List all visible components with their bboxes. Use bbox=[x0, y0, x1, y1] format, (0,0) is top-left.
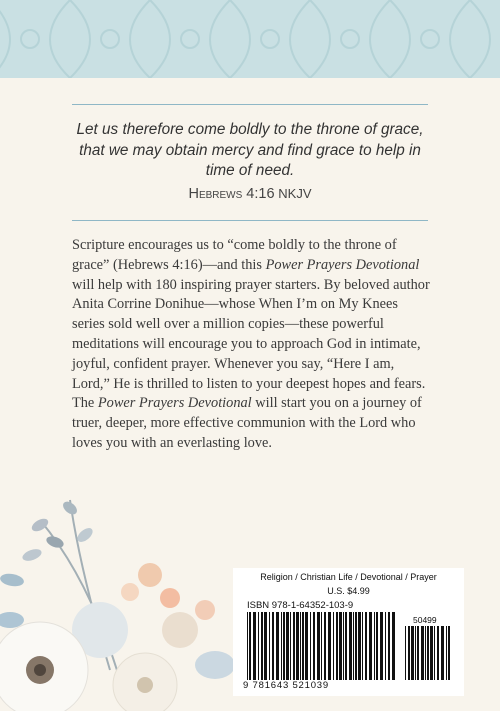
book-title-2: Power Prayers Devotional bbox=[97, 395, 252, 412]
scripture-quote: Let us therefore come boldly to the throne of grace, that we may obtain mercy and find grace to help in time of need. bbox=[76, 121, 424, 179]
blurb-part-1: Scripture encourages us to “come boldly to the throne of grace” (Hebrews 4:16)—and this bbox=[72, 237, 397, 273]
blurb-part-3: will start you on a journey of truer, deeper, more effective communion with the Lord who loves you with an everlasting love. bbox=[72, 395, 422, 451]
price-code-text: 50499 bbox=[413, 615, 437, 625]
floral-illustration bbox=[0, 480, 260, 711]
book-description bbox=[72, 236, 432, 454]
barcode-label bbox=[233, 568, 464, 696]
tile-pattern bbox=[0, 0, 500, 78]
bottom-divider bbox=[72, 220, 428, 221]
blurb-part-2: will help with 180 inspiring prayer starters. By beloved author Anita Corrine Donihue—whose When I’m on My Knees series sold well over a million copies—these powerful meditations will encourage you to approach God in intimate, joyful, confident prayer. Whenever you say, “Here I am, Lord,” He is thrilled to listen to your deepest hopes and fears. The bbox=[72, 276, 430, 412]
reference-text: Hebrews 4:16 bbox=[188, 186, 275, 202]
version-text: NKJV bbox=[278, 186, 312, 201]
price-barcode bbox=[405, 626, 453, 680]
decorative-pattern-band bbox=[0, 0, 500, 78]
isbn-text: ISBN 978-1-64352-103-9 bbox=[247, 600, 354, 611]
scripture-reference bbox=[70, 186, 430, 202]
top-divider bbox=[72, 104, 428, 105]
price-text: U.S. $4.99 bbox=[327, 586, 370, 596]
barcode-digits: 9 781643 521039 bbox=[243, 680, 329, 691]
isbn-barcode bbox=[247, 612, 397, 680]
category-text: Religion / Christian Life / Devotional / Prayer bbox=[260, 572, 437, 582]
book-title-1: Power Prayers Devotional bbox=[265, 256, 420, 273]
